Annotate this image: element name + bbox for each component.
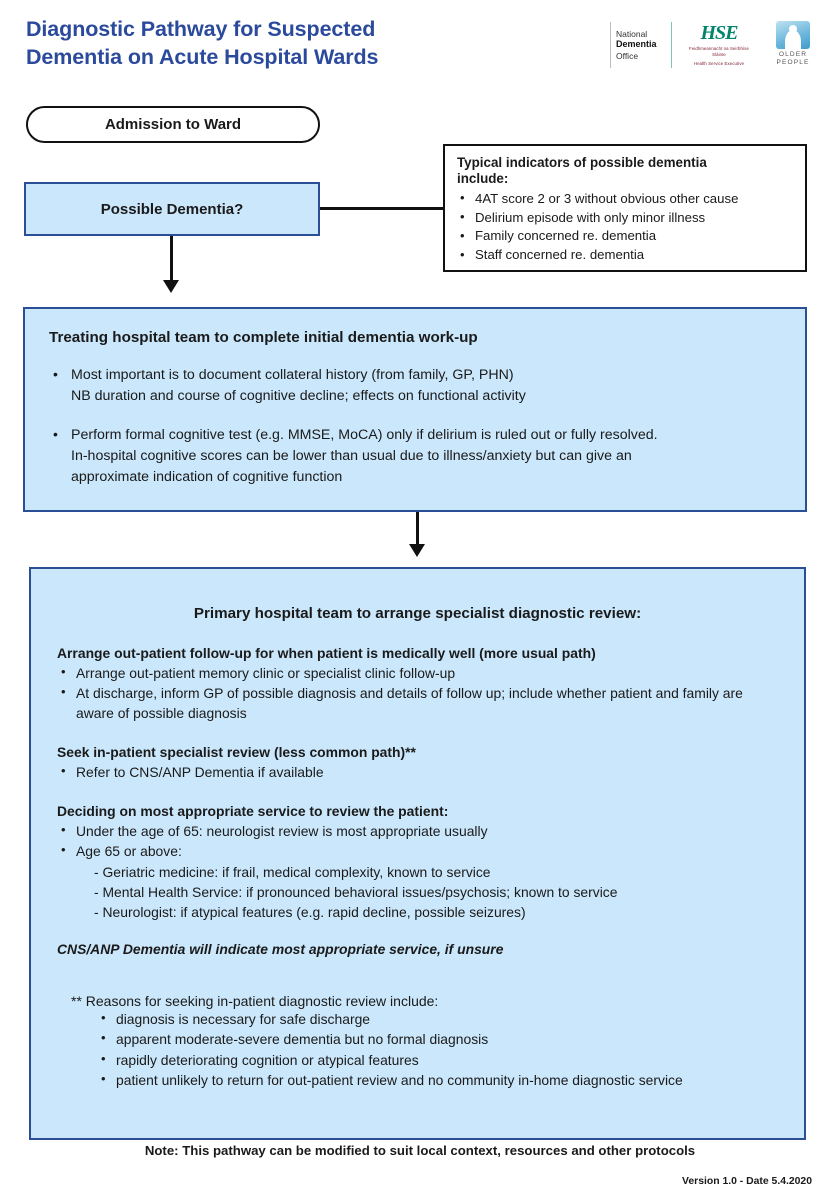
hse-logo-mark: HSE xyxy=(700,21,738,44)
connector-dementia-to-indicators xyxy=(320,207,444,210)
spacer xyxy=(57,724,778,743)
list-item xyxy=(49,365,781,408)
spacer xyxy=(57,922,778,941)
panel-initial-workup xyxy=(23,307,807,512)
workup-bullet-1-line-1: • Most important is to document collateral history (from family, GP, PHN) xyxy=(71,367,514,383)
workup-bullet-2-line-1: • Perform formal cognitive test (e.g. MMSE, MoCA) only if delirium is ruled out or fully resolved. xyxy=(71,426,658,443)
list-item: • 4AT score 2 or 3 without obvious other cause xyxy=(457,190,793,209)
hse-logo-subtitle-line-1: Feidhmeannacht na Seirbhíse Sláinte xyxy=(688,45,750,57)
specialist-section-1-heading: Arrange out-patient follow-up for when patient is medically well (more usual path) xyxy=(57,645,596,661)
node-possible-dementia-label: Possible Dementia? xyxy=(100,200,244,218)
list-item: • patient unlikely to return for out-patient review and no community in-home diagnostic service xyxy=(99,1070,778,1090)
indicators-title-line-1: Typical indicators of possible dementia xyxy=(457,155,707,170)
indicators-title-line-2: include: xyxy=(457,171,509,187)
node-admission-to-ward-label: Admission to Ward xyxy=(104,116,242,133)
panel-typical-indicators xyxy=(443,144,807,272)
list-item: • Age 65 or above: xyxy=(57,842,778,862)
ndo-logo-line-3: Office xyxy=(616,50,639,61)
node-possible-dementia[interactable] xyxy=(24,182,320,236)
workup-bullet-1-line-2: NB duration and course of cognitive decline; effects on functional activity xyxy=(71,388,526,405)
older-people-logo-label xyxy=(777,51,810,68)
specialist-section-1-list xyxy=(57,664,778,724)
specialist-title: Primary hospital team to arrange specialist diagnostic review: xyxy=(193,605,642,622)
workup-bullet-2-line-2: In-hospital cognitive scores can be lower than usual due to illness/anxiety but can give an xyxy=(71,447,632,464)
specialist-section-3-list xyxy=(57,822,778,862)
national-dementia-office-logo xyxy=(610,22,672,68)
list-item xyxy=(49,425,781,489)
spacer xyxy=(57,957,778,976)
specialist-emphasis-note: CNS/ANP Dementia will indicate most appropriate service, if unsure xyxy=(57,940,504,957)
workup-bullet-2-line-3: approximate indication of cognitive function xyxy=(71,469,343,486)
logo-strip xyxy=(610,20,822,70)
list-item: • rapidly deteriorating cognition or atypical features xyxy=(99,1050,778,1070)
list-item: • Delirium episode with only minor illness xyxy=(457,209,793,228)
list-item: • apparent moderate-severe dementia but no formal diagnosis xyxy=(99,1029,778,1049)
list-item: • Staff concerned re. dementia xyxy=(457,246,793,265)
list-item: • Arrange out-patient memory clinic or specialist clinic follow-up xyxy=(57,664,778,684)
workup-list xyxy=(49,365,781,488)
hse-logo-subtitle-line-2: Health Service Executive xyxy=(693,61,745,67)
panel-specialist-review xyxy=(29,567,806,1140)
list-item: • Refer to CNS/ANP Dementia if available xyxy=(57,763,778,783)
arrow-workup-to-specialist xyxy=(409,544,425,557)
connector-dementia-to-workup xyxy=(170,236,173,284)
older-people-logo xyxy=(766,21,820,69)
specialist-section-2-list xyxy=(57,763,778,783)
ndo-logo-line-1: National xyxy=(616,28,648,39)
footer-note: Note: This pathway can be modified to suit local context, resources and other protocols xyxy=(144,1143,696,1158)
specialist-section-3-sublist xyxy=(57,862,778,922)
page-header xyxy=(0,0,840,92)
older-people-icon xyxy=(776,21,810,49)
connector-workup-to-specialist xyxy=(416,512,419,548)
indicators-list xyxy=(457,190,793,266)
spacer xyxy=(57,783,778,802)
workup-title: Treating hospital team to complete initial dementia work-up xyxy=(49,329,478,346)
specialist-section-3-heading: Deciding on most appropriate service to review the patient: xyxy=(57,802,449,819)
page-title-line-2: Dementia on Acute Hospital Wards xyxy=(26,44,379,69)
list-item: • At discharge, inform GP of possible diagnosis and details of follow up; include whether patient and family are aware of possible diagnosis xyxy=(57,684,778,724)
list-item: - Neurologist: if atypical features (e.g. rapid decline, possible seizures) xyxy=(94,903,526,920)
specialist-section-2-heading: Seek in-patient specialist review (less common path)** xyxy=(57,743,416,760)
list-item: • Under the age of 65: neurologist review is most appropriate usually xyxy=(57,822,778,842)
spacer xyxy=(57,976,778,993)
older-people-label-line-1: OLDER xyxy=(778,51,808,58)
list-item: • diagnosis is necessary for safe discharge xyxy=(99,1009,778,1029)
list-item: • Family concerned re. dementia xyxy=(457,227,793,246)
hse-logo xyxy=(682,22,756,68)
specialist-body xyxy=(31,644,804,1091)
list-item: - Geriatric medicine: if frail, medical complexity, known to service xyxy=(94,863,491,880)
node-admission-to-ward[interactable] xyxy=(26,106,320,143)
arrow-dementia-to-workup xyxy=(163,280,179,293)
version-label: Version 1.0 - Date 5.4.2020 xyxy=(682,1176,812,1187)
reasons-list xyxy=(57,1009,778,1091)
older-people-label-line-2: PEOPLE xyxy=(776,59,810,67)
list-item: - Mental Health Service: if pronounced behavioral issues/psychosis; known to service xyxy=(94,883,618,900)
ndo-logo-line-2: Dementia xyxy=(616,39,657,50)
page-title-line-1: Diagnostic Pathway for Suspected xyxy=(26,17,376,41)
indicators-title xyxy=(457,155,793,188)
page-title xyxy=(26,16,586,71)
reasons-heading: ** Reasons for seeking in-patient diagnostic review include: xyxy=(71,992,439,1009)
